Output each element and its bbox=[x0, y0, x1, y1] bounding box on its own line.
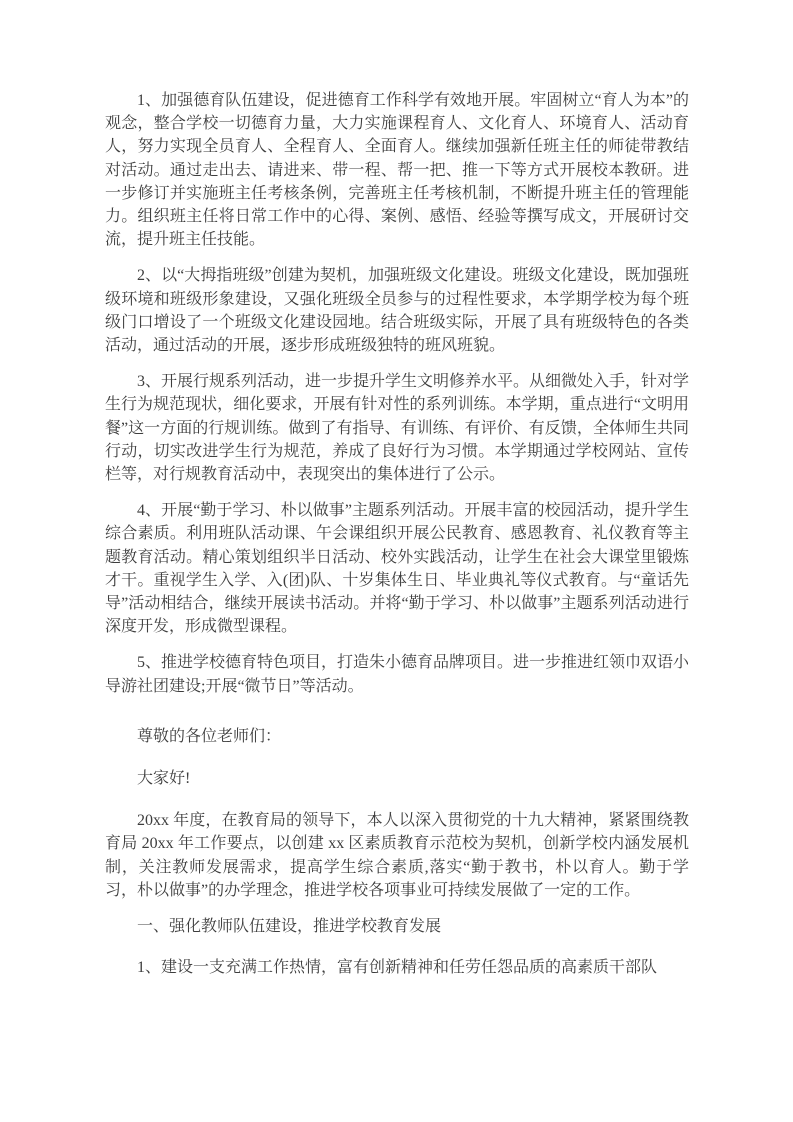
moral-education-item-1: 1、加强德育队伍建设，促进德育工作科学有效地开展。牢固树立“育人为本”的观念，整合学校一切德育力量，大力实施课程育人、文化育人、环境育人、活动育人，努力实现全员育人、全程育人、全面育人。继续加强新任班主任的师徒带教结对活动。通过走出去、请进来、带一程、帮一把、推一下等方式开展校本教研。进一步修订并实施班主任考核条例，完善班主任考核机制，不断提升班主任的管理能力。组织班主任将日常工作中的心得、案例、感悟、经验等撰写成文，开展研讨交流，提升班主任技能。 bbox=[105, 92, 689, 249]
moral-education-item-2: 2、以“大拇指班级”创建为契机，加强班级文化建设。班级文化建设，既加强班级环境和班级形象建设，又强化班级全员参与的过程性要求，本学期学校为每个班级门口增设了一个班级文化建设园地。结合班级实际，开展了具有班级特色的各类活动，通过活动的开展，逐步形成班级独特的班风班貌。 bbox=[105, 267, 689, 355]
moral-education-item-3: 3、开展行规系列活动，进一步提升学生文明修养水平。从细微处入手，针对学生行为规范现状，细化要求，开展有针对性的系列训练。本学期，重点进行“文明用餐”这一方面的行规训练。做到了有指导、有训练、有评价、有反馈，全体师生共同行动，切实改进学生行为规范，养成了良好行为习惯。本学期通过学校网站、宣传栏等，对行规教育活动中，表现突出的集体进行了公示。 bbox=[105, 373, 690, 484]
speech-item-1: 1、建设一支充满工作热情，富有创新精神和任劳任怨品质的高素质干部队 bbox=[137, 959, 658, 977]
speech-intro-paragraph: 20xx 年度，在教育局的领导下，本人以深入贯彻党的十九大精神，紧紧围绕教育局 20xx 年工作要点，以创建 xx 区素质教育示范校为契机，创新学校内涵发展机制，关注教师发展需求，提高学生综合素质,落实“勤于教书，朴以育人。勤于学习，朴以做事”的办学理念，推进学校各项事业可持续发展做了一定的工作。 bbox=[105, 812, 689, 899]
speech-greeting: 大家好! bbox=[137, 770, 191, 788]
moral-education-item-4: 4、开展“勤于学习、朴以做事”主题系列活动。开展丰富的校园活动，提升学生综合素质。利用班队活动课、午会课组织开展公民教育、感恩教育、礼仪教育等主题教育活动。精心策划组织半日活动、校外实践活动，让学生在社会大课堂里锻炼才干。重视学生入学、入(团)队、十岁集体生日、毕业典礼等仪式教育。与“童话先导”活动相结合，继续开展读书活动。并将“勤于学习、朴以做事”主题系列活动进行深度开发，形成微型课程。 bbox=[105, 502, 689, 636]
speech-salutation: 尊敬的各位老师们： bbox=[137, 727, 282, 745]
speech-section-heading-1: 一、强化教师队伍建设，推进学校教育发展 bbox=[137, 918, 442, 936]
moral-education-item-5: 5、推进学校德育特色项目，打造朱小德育品牌项目。进一步推进红领巾双语小导游社团建设;开展“微节日”等活动。 bbox=[105, 654, 690, 695]
